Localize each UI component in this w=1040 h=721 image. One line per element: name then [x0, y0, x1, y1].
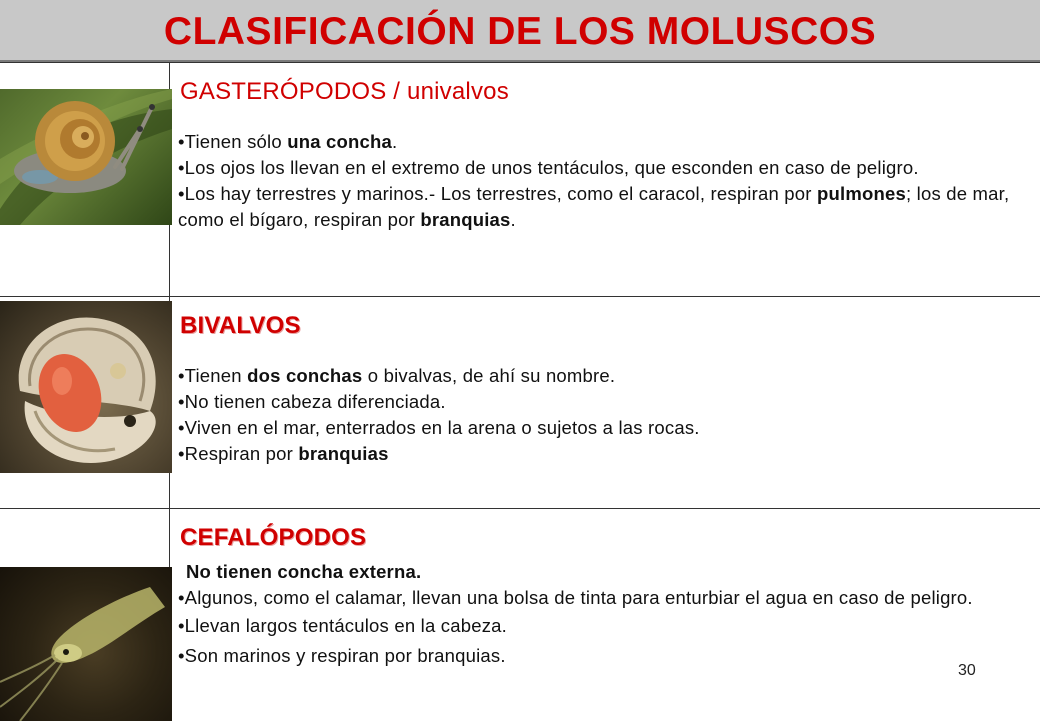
bullet-line: •Llevan largos tentáculos en la cabeza.	[178, 615, 507, 636]
gasteropodos-row	[0, 62, 1040, 296]
bullet-line: •Son marinos y respiran por branquias.	[178, 645, 506, 666]
image-cell	[0, 509, 170, 720]
bullet-line: •Respiran por branquias	[178, 443, 389, 464]
bullet-line: •Viven en el mar, enterrados en la arena o sujetos a las rocas.	[178, 417, 700, 438]
image-cell	[0, 63, 170, 296]
bullet-line: •Los hay terrestres y marinos.- Los terrestres, como el caracol, respiran por pulmones; los de mar, como el bígaro, respiran por branquias.	[178, 183, 1010, 230]
section-heading: BIVALVOS	[180, 312, 301, 339]
bivalvos-row	[0, 296, 1040, 508]
page-number: 30	[958, 662, 976, 679]
bullet-line: •Algunos, como el calamar, llevan una bolsa de tinta para enturbiar el agua en caso de peligro.	[178, 587, 973, 608]
bullet-line: •Tienen sólo una concha.	[178, 131, 398, 152]
image-cell	[0, 297, 170, 508]
title-bar	[0, 0, 1040, 62]
bullet-line: •No tienen cabeza diferenciada.	[178, 391, 446, 412]
section-heading: CEFALÓPODOS	[180, 524, 367, 551]
clam-photo	[0, 301, 172, 473]
cefalopodos-row	[0, 508, 1040, 720]
cefalopodos-text	[172, 509, 1040, 720]
intro-line: No tienen concha externa.	[186, 561, 422, 582]
section-heading: GASTERÓPODOS / univalvos	[180, 78, 509, 105]
bivalvos-text	[172, 297, 1040, 508]
slide-title: CLASIFICACIÓN DE LOS MOLUSCOS	[163, 10, 877, 53]
snail-photo	[0, 89, 172, 225]
squid-photo	[0, 567, 172, 721]
gasteropodos-text	[172, 63, 1040, 296]
bullet-line: •Tienen dos conchas o bivalvas, de ahí su nombre.	[178, 365, 616, 386]
bullet-line: •Los ojos los llevan en el extremo de unos tentáculos, que esconden en caso de peligro.	[178, 157, 919, 178]
